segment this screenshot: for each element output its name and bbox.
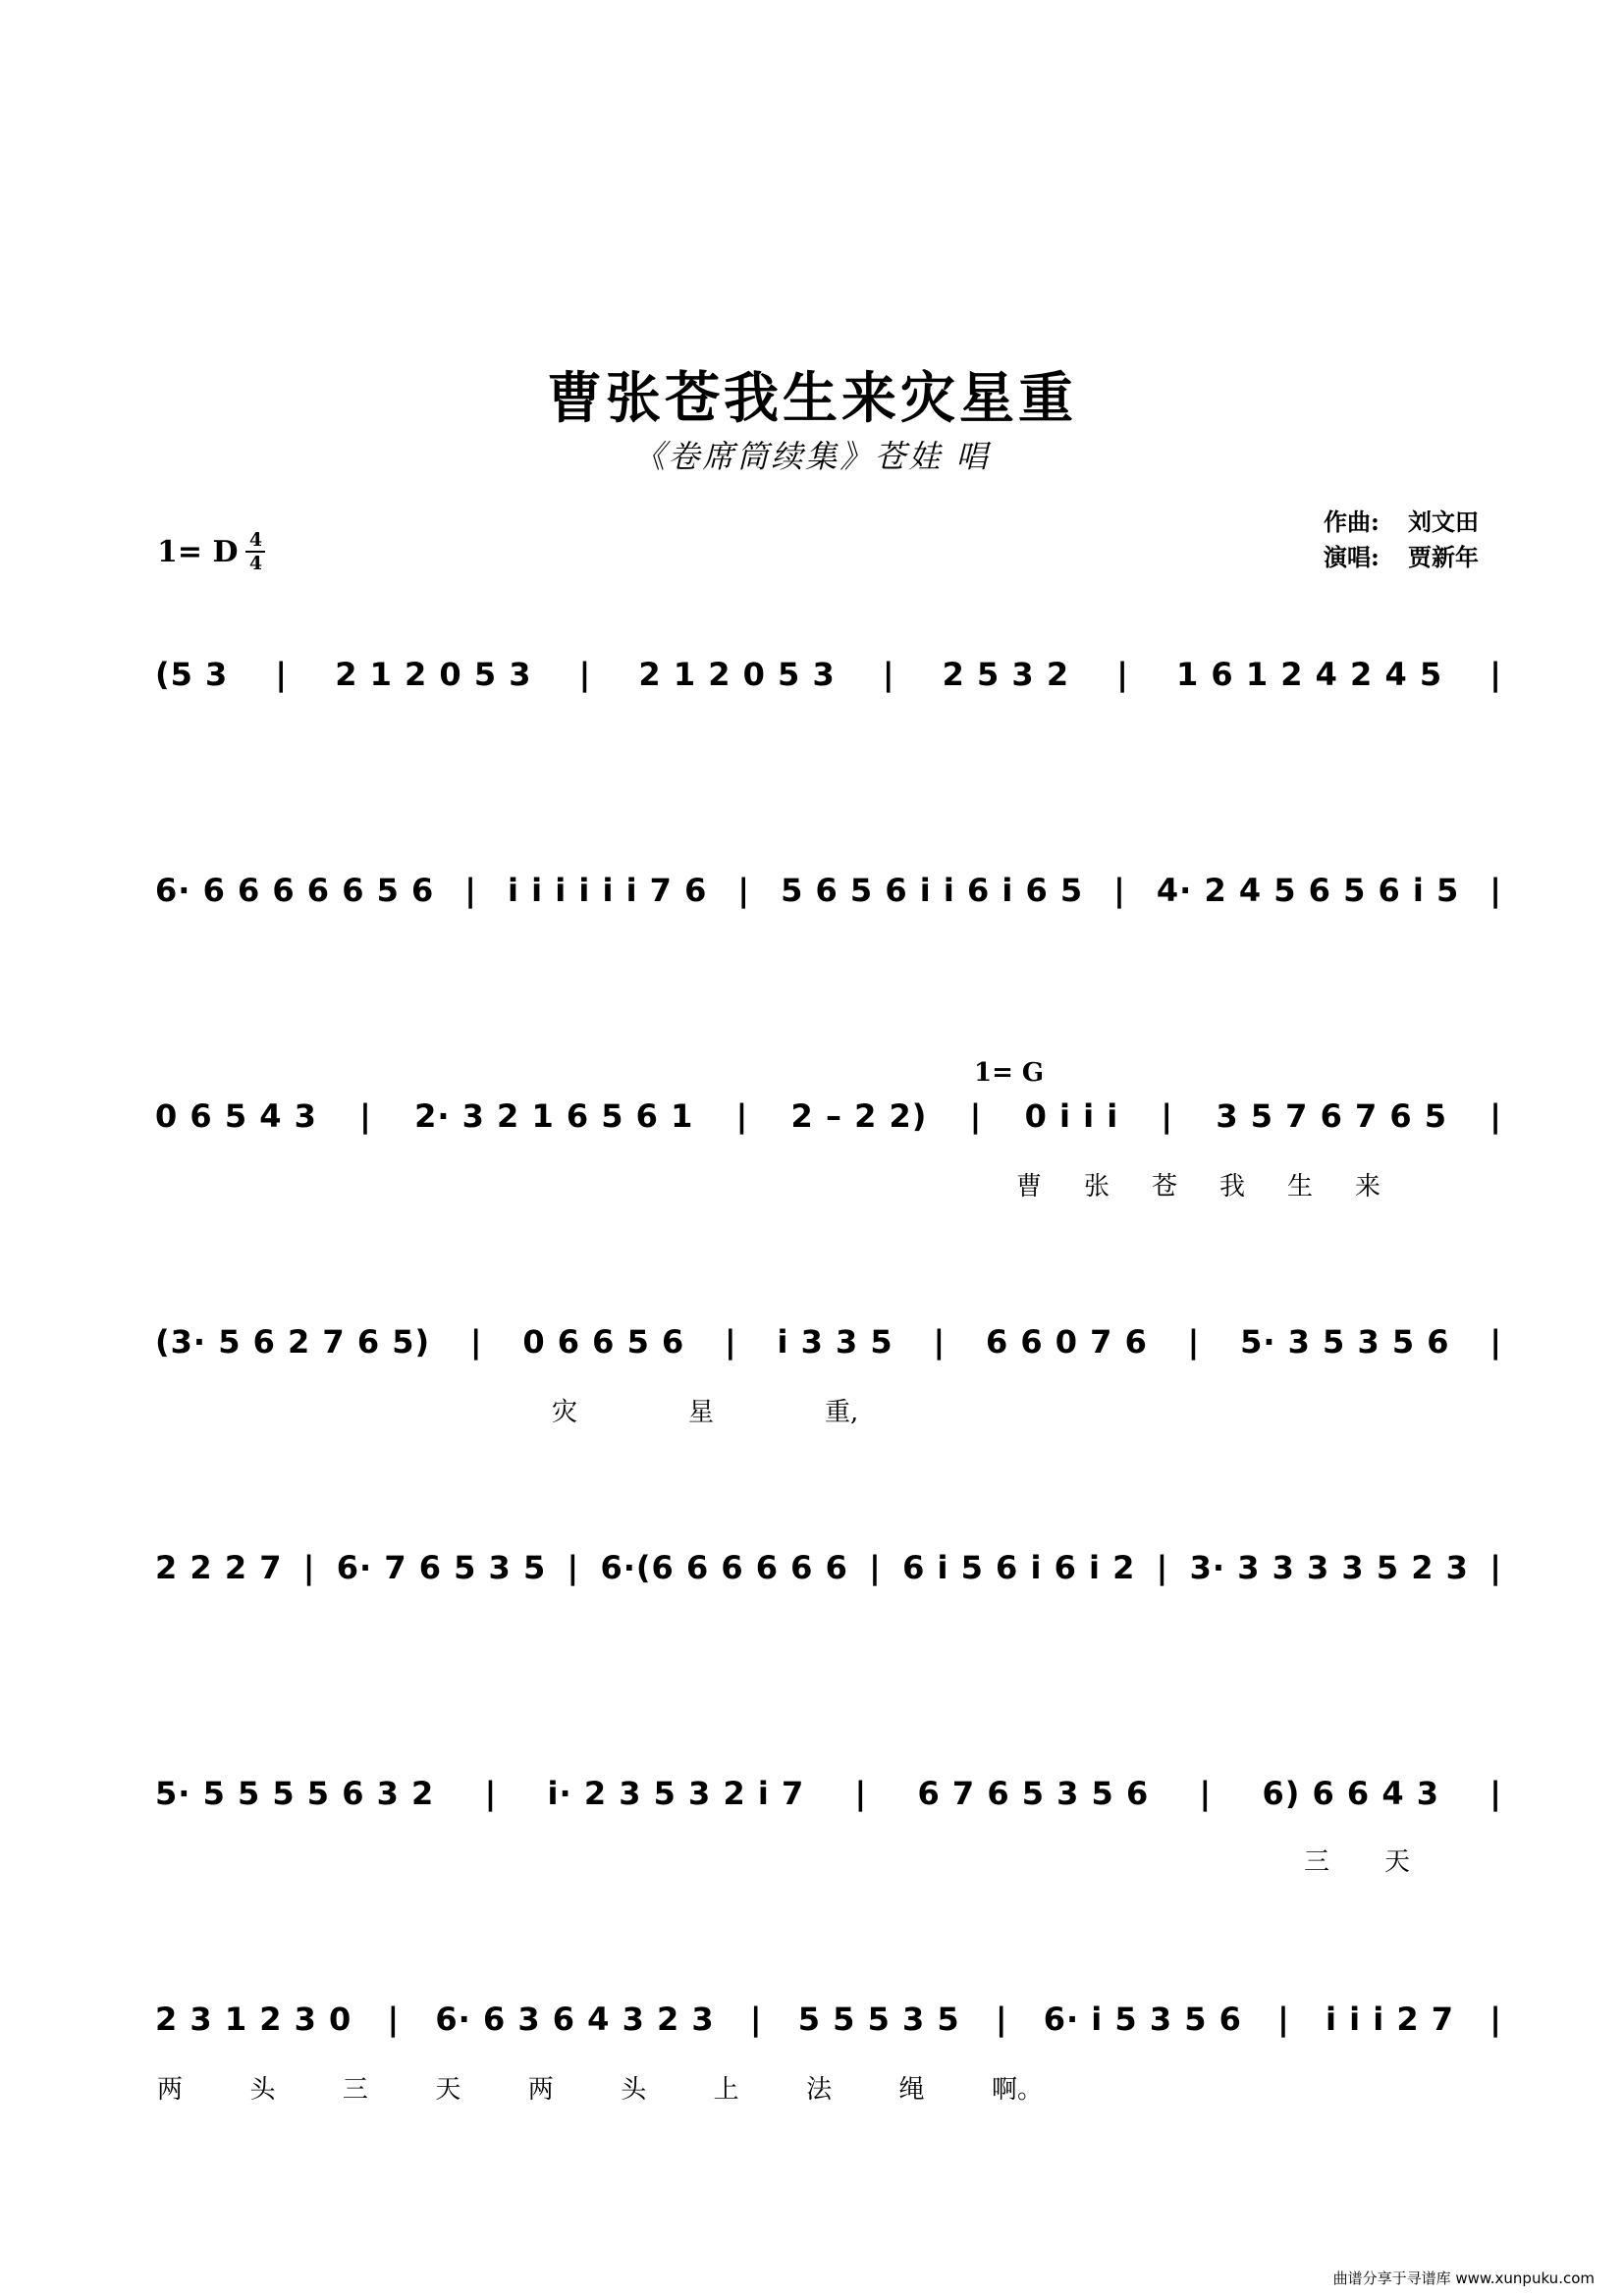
lyric-syllable: 天 xyxy=(1384,1847,1411,1877)
barline: | xyxy=(1199,1775,1213,1812)
barline: | xyxy=(854,1775,868,1812)
barline: | xyxy=(469,1323,483,1361)
barline: | xyxy=(359,1097,372,1135)
measure: 5· 3 5 3 5 6 xyxy=(1240,1323,1450,1361)
barline: | xyxy=(737,872,751,909)
barline: | xyxy=(933,1323,947,1361)
measure: 6· 7 6 5 3 5 xyxy=(336,1549,547,1586)
barline: | xyxy=(969,1097,983,1135)
measure: 0 i i i xyxy=(1024,1097,1119,1135)
barline: | xyxy=(1489,872,1502,909)
measure: i i i 2 7 xyxy=(1325,2001,1454,2038)
measure: 5· 5 5 5 5 6 3 2 xyxy=(155,1775,435,1812)
time-top: 4 xyxy=(248,529,263,551)
measure: 1 6 1 2 4 2 4 5 xyxy=(1176,656,1443,693)
notation-line xyxy=(155,656,1502,693)
barline: | xyxy=(484,1775,498,1812)
lyric-syllable: 灾 xyxy=(552,1398,578,1427)
measure: 3· 3 3 3 3 5 2 3 xyxy=(1189,1549,1469,1586)
credit-value: 刘文田 xyxy=(1408,507,1479,536)
lyric-syllable: 两 xyxy=(157,2075,184,2105)
credit-label: 演唱: xyxy=(1324,543,1380,571)
key-change: 1= G xyxy=(974,1058,1045,1088)
measure: 6 6 0 7 6 xyxy=(985,1323,1148,1361)
credits xyxy=(1324,505,1479,575)
lyric-syllable: 星 xyxy=(688,1398,715,1427)
measure: 6·(6 6 6 6 6 6 xyxy=(600,1549,848,1586)
footer-credit: 曲谱分享于寻谱库 www.xunpuku.com xyxy=(1332,2269,1595,2287)
measure: 2· 3 2 1 6 5 6 1 xyxy=(414,1097,694,1135)
barline: | xyxy=(1489,656,1502,693)
barline: | xyxy=(302,1549,316,1586)
measure: i 3 3 5 xyxy=(777,1323,893,1361)
barline: | xyxy=(1161,1097,1174,1135)
measure: 6· 6 6 6 6 6 5 6 xyxy=(155,872,435,909)
lyric-syllable: 三 xyxy=(342,2075,368,2105)
notation-line xyxy=(155,1323,1502,1361)
measure: 6· 6 3 6 4 3 2 3 xyxy=(435,2001,715,2038)
lyric-syllable: 来 xyxy=(1355,1172,1381,1201)
notation-line xyxy=(155,1775,1502,1812)
barline: | xyxy=(1489,1097,1502,1135)
barline: | xyxy=(749,2001,763,2038)
notation-line xyxy=(155,1097,1502,1135)
song-subtitle: 《卷席筒续集》苍娃 唱 xyxy=(633,438,991,475)
measure: 2 2 2 7 xyxy=(155,1549,283,1586)
measure: 2 – 2 2) xyxy=(790,1097,928,1135)
measure: 0 6 6 5 6 xyxy=(522,1323,685,1361)
lyric-syllable: 张 xyxy=(1084,1172,1110,1201)
barline: | xyxy=(464,872,477,909)
lyric-syllable: 三 xyxy=(1304,1847,1330,1877)
lyric-syllable: 上 xyxy=(713,2075,739,2105)
measure: 6 7 6 5 3 5 6 xyxy=(917,1775,1150,1812)
barline: | xyxy=(869,1549,882,1586)
barline: | xyxy=(1489,2001,1502,2038)
barline: | xyxy=(1489,1775,1502,1812)
lyric-syllable: 头 xyxy=(621,2075,647,2105)
lyric-syllable: 苍 xyxy=(1152,1172,1178,1201)
barline: | xyxy=(735,1097,749,1135)
measure: 2 1 2 0 5 3 xyxy=(638,656,836,693)
lyric-syllable: 绳 xyxy=(898,2075,925,2105)
barline: | xyxy=(567,1549,580,1586)
notation-line xyxy=(155,1549,1502,1586)
measure: 2 3 1 2 3 0 xyxy=(155,2001,352,2038)
measure: 4· 2 4 5 6 5 6 i 5 xyxy=(1156,872,1460,909)
barline: | xyxy=(578,656,592,693)
lyric-syllable: 啊。 xyxy=(992,2075,1044,2105)
notation-line xyxy=(155,872,1502,909)
lyric-syllable: 我 xyxy=(1219,1172,1246,1201)
barline: | xyxy=(1113,872,1126,909)
barline: | xyxy=(1277,2001,1290,2038)
measure: 2 1 2 0 5 3 xyxy=(335,656,532,693)
lyric-syllable: 两 xyxy=(527,2075,554,2105)
lyric-syllable: 重, xyxy=(825,1398,859,1427)
measure: (5 3 xyxy=(155,656,229,693)
key-signature xyxy=(157,530,265,573)
barline: | xyxy=(1489,1323,1502,1361)
lyric-syllable: 天 xyxy=(435,2075,461,2105)
measure: i· 2 3 5 3 2 i 7 xyxy=(547,1775,805,1812)
lyric-syllable: 曹 xyxy=(1016,1172,1043,1201)
measure: i i i i i i 7 6 xyxy=(508,872,708,909)
measure: (3· 5 6 2 7 6 5) xyxy=(155,1323,431,1361)
barline: | xyxy=(275,656,289,693)
measure: 3 5 7 6 7 6 5 xyxy=(1216,1097,1448,1135)
measure: 6 i 5 6 i 6 i 2 xyxy=(902,1549,1136,1586)
measure: 6) 6 6 4 3 xyxy=(1262,1775,1439,1812)
barline: | xyxy=(725,1323,737,1361)
barline: | xyxy=(1116,656,1129,693)
measure: 6· i 5 3 5 6 xyxy=(1043,2001,1242,2038)
credit-composer xyxy=(1324,505,1479,540)
barline: | xyxy=(995,2001,1008,2038)
lyric-syllable: 法 xyxy=(806,2075,833,2105)
measure: 5 6 5 6 i i 6 i 6 5 xyxy=(781,872,1084,909)
lyric-syllable: 头 xyxy=(249,2075,276,2105)
credit-singer xyxy=(1324,540,1479,575)
barline: | xyxy=(387,2001,401,2038)
credit-label: 作曲: xyxy=(1324,507,1380,536)
measure: 5 5 5 3 5 xyxy=(797,2001,960,2038)
lyric-syllable: 生 xyxy=(1287,1172,1314,1201)
song-title: 曹张苍我生来灾星重 xyxy=(547,366,1077,431)
barline: | xyxy=(882,656,895,693)
measure: 2 5 3 2 xyxy=(942,656,1070,693)
time-signature xyxy=(245,530,265,573)
key-label: 1= D xyxy=(157,534,239,569)
credit-value: 贾新年 xyxy=(1408,543,1479,571)
barline: | xyxy=(1489,1549,1502,1586)
time-bottom: 4 xyxy=(248,553,263,574)
barline: | xyxy=(1187,1323,1201,1361)
measure: 0 6 5 4 3 xyxy=(155,1097,317,1135)
barline: | xyxy=(1156,1549,1169,1586)
notation-line xyxy=(155,2001,1502,2038)
